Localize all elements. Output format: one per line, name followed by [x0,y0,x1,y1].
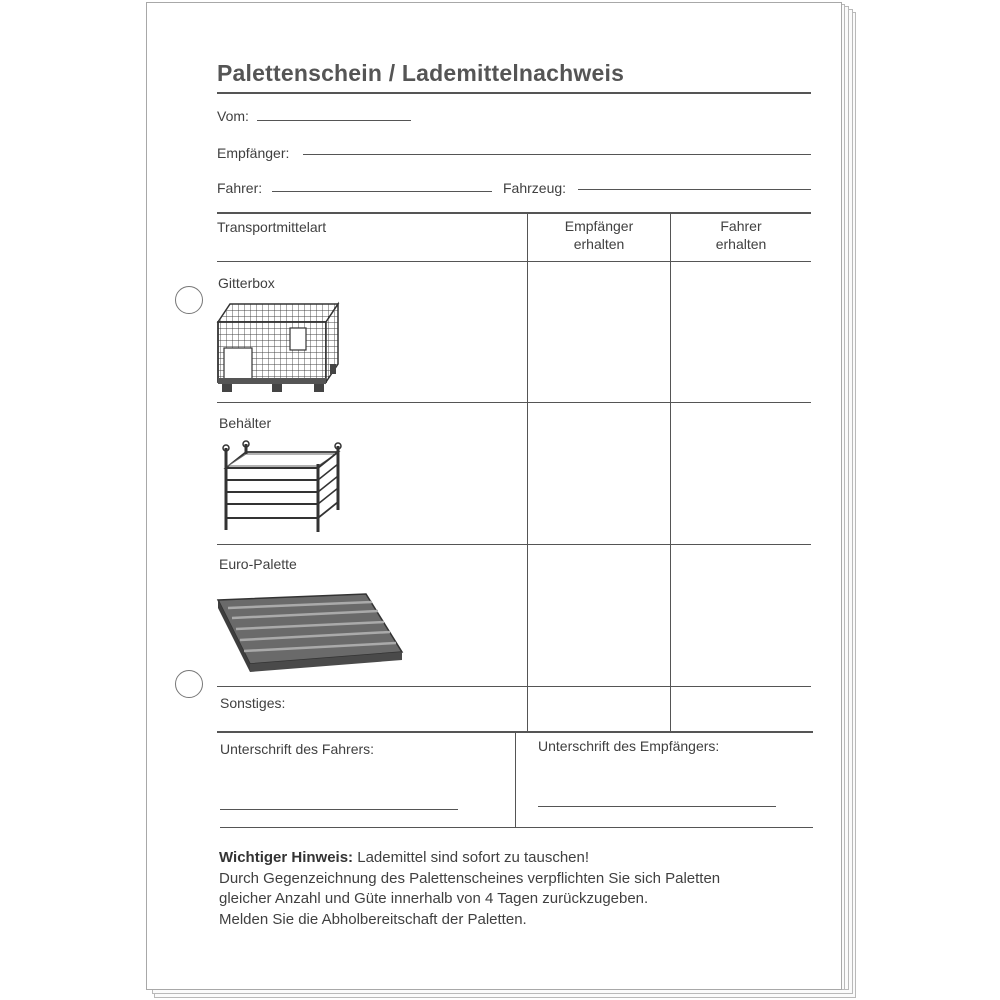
column-divider-1 [527,212,528,731]
signature-label-driver: Unterschrift des Fahrers: [220,741,375,757]
cell-sonstiges-driver[interactable] [672,688,811,730]
row-rule-2 [217,544,811,545]
behaelter-illustration [218,440,344,536]
cell-behaelter-driver[interactable] [672,404,811,543]
row-rule-3 [217,686,811,687]
vom-label: Vom: [217,108,249,124]
notice-line-4: Melden Sie die Abholbereitschaft der Paletten. [219,910,527,928]
empfaenger-label: Empfänger: [217,145,290,161]
signature-line-driver[interactable] [220,809,458,810]
notice-line-3: gleicher Anzahl und Güte innerhalb von 4 Tagen zurückzugeben. [219,890,649,907]
row-rule-1 [217,402,811,403]
column-header-recipient-line1: Empfänger [564,218,634,234]
title-rule [217,92,811,94]
fahrer-field[interactable] [272,191,492,192]
cell-gitterbox-recipient[interactable] [529,263,669,401]
column-header-driver-line2: erhalten [715,236,767,252]
punch-hole-bottom [175,670,203,698]
punch-hole-top [175,286,203,314]
cell-euro-palette-recipient[interactable] [529,546,669,685]
important-notice [219,848,720,930]
signature-line-recipient[interactable] [538,806,776,807]
cell-sonstiges-recipient[interactable] [529,688,669,730]
signature-label-recipient: Unterschrift des Empfängers: [538,738,720,754]
column-header-driver-line1: Fahrer [720,218,762,234]
notice-line-1: Lademittel sind sofort zu tauschen! [357,849,590,866]
notice-heading: Wichtiger Hinweis: [219,849,354,866]
row-label-behaelter: Behälter [219,415,272,431]
table-header-rule [217,261,811,262]
cell-behaelter-recipient[interactable] [529,404,669,543]
column-header-recipient [528,217,670,253]
notice-first-line [219,848,720,869]
column-header-type: Transportmittelart [217,219,327,235]
column-header-driver [671,217,811,253]
row-label-gitterbox: Gitterbox [218,275,275,291]
column-divider-2 [670,212,671,731]
cell-gitterbox-driver[interactable] [672,263,811,401]
row-label-sonstiges: Sonstiges: [220,695,286,711]
column-header-recipient-line2: erhalten [573,236,625,252]
empfaenger-field[interactable] [303,154,811,155]
fahrer-label: Fahrer: [217,180,263,196]
fahrzeug-label: Fahrzeug: [503,180,567,196]
signature-divider [515,731,516,828]
form-title: Palettenschein / Lademittelnachweis [217,60,625,86]
gitterbox-illustration [214,298,344,398]
cell-euro-palette-driver[interactable] [672,546,811,685]
row-label-euro-palette: Euro-Palette [219,556,297,572]
table-top-rule [217,212,811,214]
fahrzeug-field[interactable] [578,189,811,190]
vom-field[interactable] [257,120,411,121]
notice-line-2: Durch Gegenzeichnung des Palettenscheines verpflichten Sie sich Paletten [219,869,721,887]
signature-bottom-rule [220,827,813,828]
euro-palette-illustration [214,590,406,676]
